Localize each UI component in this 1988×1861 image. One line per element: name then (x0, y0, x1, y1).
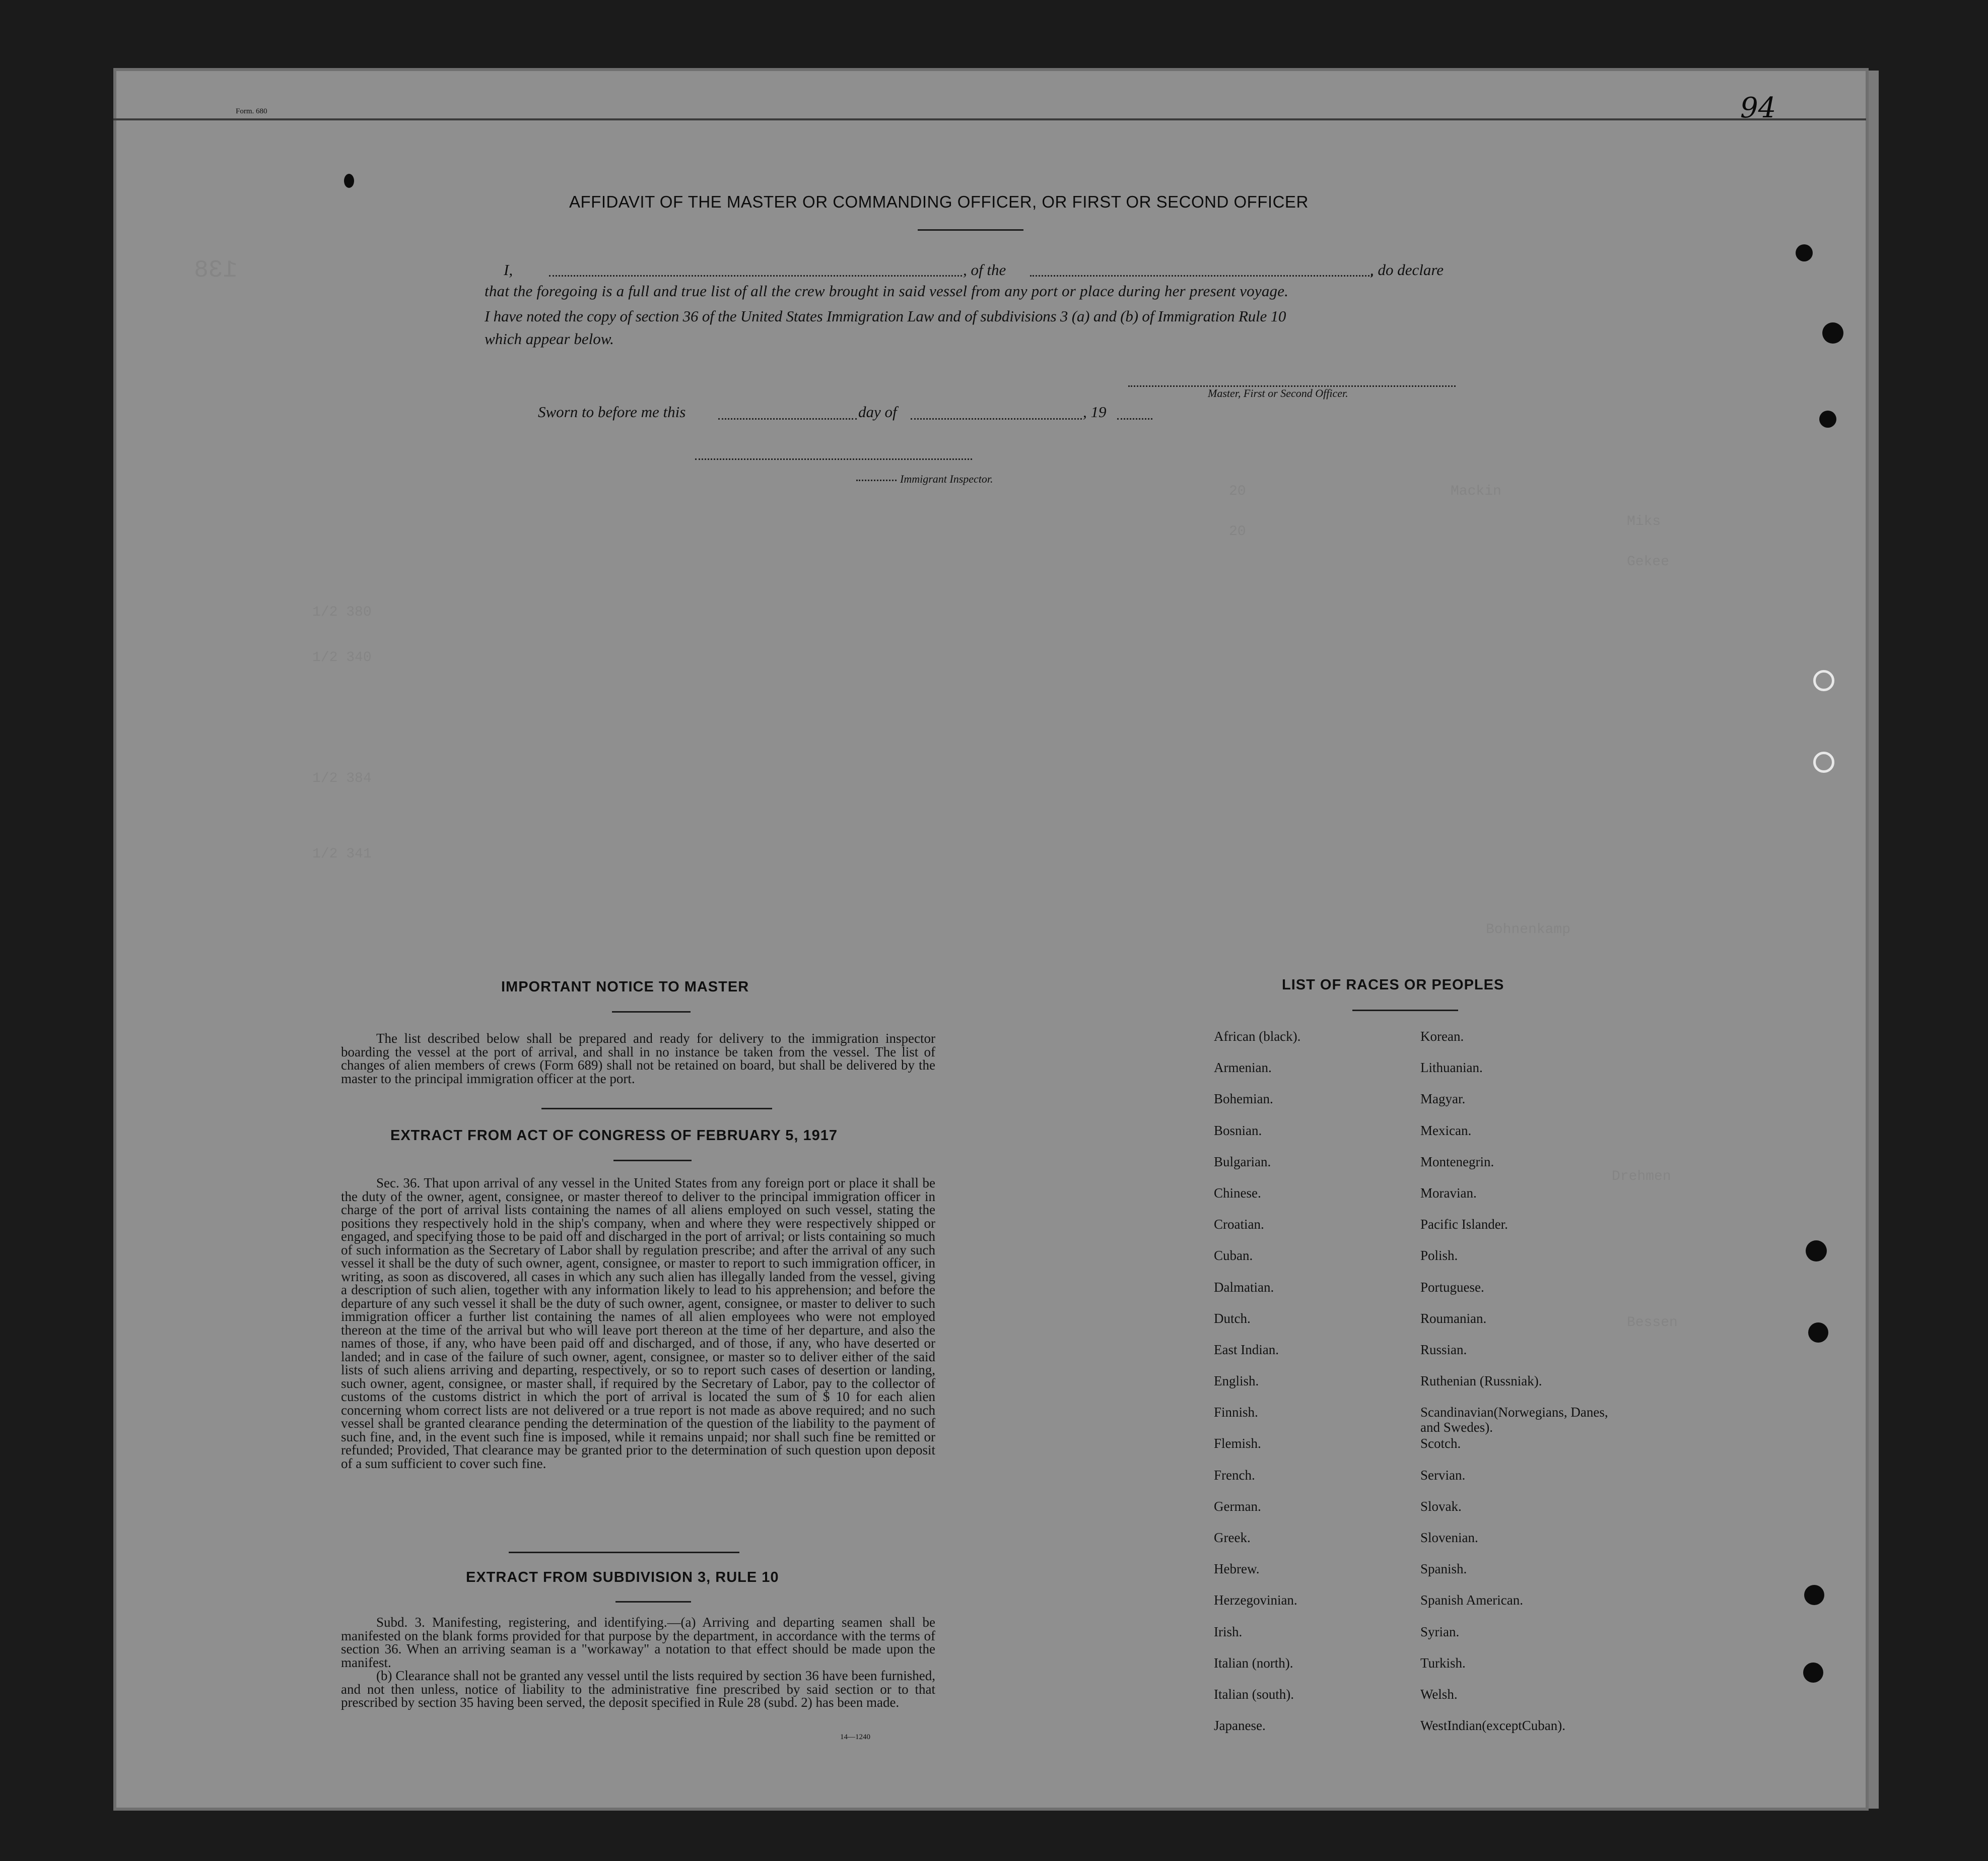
punch-hole (1804, 1585, 1824, 1605)
race-item: German. (1214, 1498, 1261, 1514)
race-item: Polish. (1420, 1248, 1458, 1264)
affidavit-i-label: I, (504, 261, 513, 279)
race-item: Scandinavian(Norwegians, Danes, and Swedes). (1420, 1405, 1608, 1435)
race-item: Italian (south). (1214, 1686, 1294, 1702)
punch-hole (1813, 752, 1834, 773)
affidavit-title: AFFIDAVIT OF THE MASTER OR COMMANDING OFFICER, OR FIRST OR SECOND OFFICER (569, 192, 1309, 211)
affidavit-title-rule (918, 229, 1023, 231)
races-column-2 (1420, 1029, 1612, 1749)
race-item: Magyar. (1420, 1091, 1466, 1107)
inspector-signature-field[interactable] (695, 458, 972, 460)
race-item: Lithuanian. (1420, 1060, 1483, 1076)
race-item: English. (1214, 1373, 1259, 1389)
notice-paragraph: The list described below shall be prepared and ready for delivery to the immigration inspector boarding the vessel at the port of arrival, and shall in no instance be taken from the vessel. The list of changes of alien members of crews (Form 689) shall not be retained on board, but shall be delivered by the master to the principal immigration officer at the port. (341, 1031, 935, 1086)
race-item: Moravian. (1420, 1185, 1477, 1201)
form-number: Form. 680 (236, 107, 267, 115)
sworn-day-field[interactable] (718, 418, 857, 420)
rule-text (341, 1616, 935, 1709)
punch-hole (1822, 322, 1843, 344)
race-item: Roumanian. (1420, 1310, 1487, 1326)
race-item: Dalmatian. (1214, 1279, 1274, 1295)
affidavit-of-the-label: , of the (963, 261, 1006, 279)
race-item: Mexican. (1420, 1122, 1472, 1138)
notice-text (341, 1032, 935, 1085)
races-column-1 (1214, 1029, 1415, 1749)
race-item: Greek. (1214, 1530, 1251, 1545)
notice-end-rule (541, 1108, 772, 1109)
races-list (1214, 1029, 1617, 1749)
sworn-month-field[interactable] (911, 418, 1082, 420)
rule-paragraph-b: (b) Clearance shall not be granted any vessel until the lists required by section 36 have been furnished, and not then unless, notice of liability to the administrative fine prescribed by said section or to that prescribed by section 35 having been served, the deposit specified in Rule 28 (subd. 2) has been made. (341, 1668, 935, 1710)
race-item: Cuban. (1214, 1248, 1253, 1264)
affidavit-line2: that the foregoing is a full and true list of all the crew brought in said vessel from any port or place during her present voyage. (485, 282, 1289, 300)
race-item: Japanese. (1214, 1718, 1266, 1734)
print-code: 14—1240 (840, 1733, 870, 1741)
race-item: Bohemian. (1214, 1091, 1273, 1107)
sworn-year-field[interactable] (1117, 418, 1152, 420)
ink-mark (344, 174, 354, 188)
vessel-name-field[interactable] (1030, 275, 1373, 277)
race-item: Spanish. (1420, 1561, 1467, 1577)
act-paragraph: Sec. 36. That upon arrival of any vessel in the United States from any foreign port or place it shall be the duty of the owner, agent, consignee, or master thereof to deliver to the principal immigration officer in charge of the port of arrival lists containing the names of all aliens employed on such vessel, stating the positions they respectively hold in the ship's company, when and where they were respectively shipped or engaged, and specifying those to be paid off and discharged in the port of arrival; or lists containing so much of such information as the Secretary of Labor shall by regulation prescribe; and after the arrival of any such vessel it shall be the duty of such owner, agent, consignee, or master to report to such immigration officer, in writing, as soon as discovered, all cases in which any such alien has illegally landed from the vessel, giving a description of such alien, together with any information likely to lead to his apprehension; and before the departure of any such vessel it shall be the duty of such owner, agent, consignee, or master to deliver to such immigration officer a further list containing the names of all alien employees who were not employed thereon at the time of the arrival but who will leave port thereon at the time of her departure, and also the names of those, if any, who have been paid off and discharged, and of those, if any, who have deserted or landed; and in case of the failure of such owner, agent, consignee, or master so to deliver either of the said lists of such aliens arriving and departing, respectively, or so to report such cases of desertion or landing, such owner, agent, consignee, or master shall, if required by the Secretary of Labor, pay to the collector of customs of the customs district in which the port of arrival is located the sum of $ 10 for each alien concerning whom correct lists are not delivered or a true report is not made as above required; and no such vessel shall be granted clearance pending the determination of the question of the liability to the payment of such fine, and, in the event such fine is imposed, while it remains unpaid; nor shall such fine be remitted or refunded; Provided, That clearance may be granted prior to the determination of such question upon deposit of a sum sufficient to cover such fine. (341, 1175, 935, 1471)
race-item: East Indian. (1214, 1342, 1279, 1357)
rule-title-rule (615, 1601, 691, 1603)
day-of-label: day of (858, 403, 897, 421)
page-number: 94 (1740, 92, 1776, 124)
punch-hole (1806, 1240, 1827, 1261)
rule-paragraph-a: Subd. 3. Manifesting, registering, and identifying.—(a) Arriving and departing seamen shall be manifested on the blank forms provided for that purpose by the department, in accordance with the terms of section 36. When an arriving seaman is a "workaway" a notation to that effect should be made upon the manifest. (341, 1615, 935, 1670)
race-item: Armenian. (1214, 1060, 1272, 1076)
act-end-rule (509, 1552, 739, 1553)
bleed-through: 138 Mackin Miks Gekee 20 20 1/2 380 1/2 340 1/2 384 1/2 341 Bohnenkamp Drehmen Bessen (194, 257, 1678, 1331)
affidavit-line3: I have noted the copy of section 36 of the United States Immigration Law and of subdivisions 3 (a) and (b) of Immigration Rule 10 (485, 307, 1286, 325)
punch-hole (1813, 670, 1834, 691)
race-item: Montenegrin. (1420, 1154, 1494, 1169)
act-title: EXTRACT FROM ACT OF CONGRESS OF FEBRUARY 5, 1917 (390, 1127, 838, 1144)
race-item: Flemish. (1214, 1436, 1261, 1451)
affidavit-line1 (504, 261, 1458, 281)
race-item: Finnish. (1214, 1405, 1258, 1420)
notice-title: IMPORTANT NOTICE TO MASTER (501, 979, 749, 995)
act-title-rule (613, 1160, 692, 1161)
race-item: Bulgarian. (1214, 1154, 1271, 1169)
race-item: Ruthenian (Russniak). (1420, 1373, 1542, 1389)
race-item: Dutch. (1214, 1310, 1251, 1326)
master-signature-label: Master, First or Second Officer. (1208, 387, 1348, 400)
affidavit-declare-label: , do declare (1370, 261, 1444, 279)
race-item: Irish. (1214, 1624, 1243, 1639)
race-item: Spanish American. (1420, 1592, 1523, 1608)
race-item: Turkish. (1420, 1655, 1466, 1671)
punch-hole (1803, 1663, 1823, 1683)
race-item: Korean. (1420, 1029, 1464, 1044)
race-item: African (black). (1214, 1029, 1301, 1044)
notice-title-rule (612, 1011, 691, 1013)
race-item: Hebrew. (1214, 1561, 1260, 1577)
inspector-label: Immigrant Inspector. (900, 473, 993, 485)
race-item: WestIndian(exceptCuban). (1420, 1718, 1565, 1734)
race-item: French. (1214, 1467, 1255, 1483)
race-item: Russian. (1420, 1342, 1467, 1357)
race-item: Scotch. (1420, 1436, 1461, 1451)
race-item: Syrian. (1420, 1624, 1460, 1639)
races-title-rule (1352, 1010, 1458, 1011)
race-item: Portuguese. (1420, 1279, 1484, 1295)
punch-hole (1808, 1322, 1828, 1343)
punch-hole (1796, 244, 1813, 261)
sworn-line (538, 403, 1157, 423)
race-item: Croatian. (1214, 1217, 1264, 1232)
race-item: Italian (north). (1214, 1655, 1293, 1671)
race-item: Welsh. (1420, 1686, 1458, 1702)
race-item: Servian. (1420, 1467, 1466, 1483)
race-item: Herzegovinian. (1214, 1592, 1297, 1608)
race-item: Slovak. (1420, 1498, 1462, 1514)
race-item: Chinese. (1214, 1185, 1261, 1201)
declarant-name-field[interactable] (549, 275, 962, 277)
races-title: LIST OF RACES OR PEOPLES (1282, 977, 1504, 993)
affidavit-line4: which appear below. (485, 330, 614, 348)
punch-hole (1819, 411, 1836, 428)
race-item: Bosnian. (1214, 1122, 1262, 1138)
sworn-label: Sworn to before me this (538, 403, 686, 421)
inspector-signature-lead (856, 480, 897, 481)
race-item: Pacific Islander. (1420, 1217, 1508, 1232)
rule-title: EXTRACT FROM SUBDIVISION 3, RULE 10 (466, 1569, 779, 1585)
act-text (341, 1176, 935, 1470)
year-prefix-label: , 19 (1083, 403, 1107, 421)
race-item: Slovenian. (1420, 1530, 1478, 1545)
